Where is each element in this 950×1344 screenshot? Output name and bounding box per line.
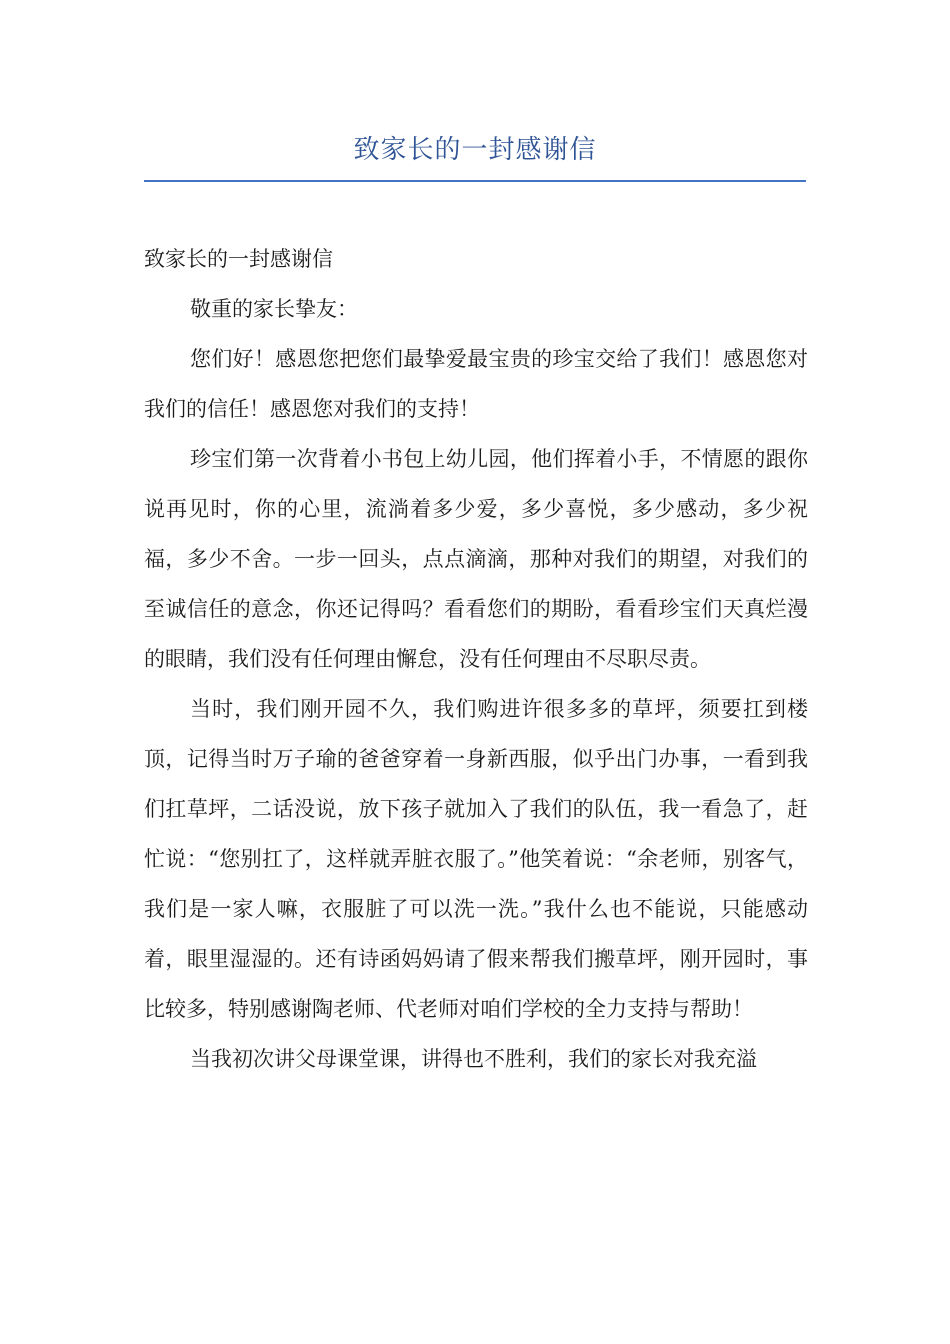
salutation: 敬重的家长挚友：: [190, 297, 358, 321]
document-title: 致家长的一封感谢信: [353, 135, 597, 165]
title-divider: [144, 180, 806, 182]
paragraph: 当时，我们刚开园不久，我们购进许很多多的草坪，须要扛到楼顶，记得当时万子瑜的爸爸穿着一身新西服，似乎出门办事，一看到我们扛草坪，二话没说，放下孩子就加入了我们的队伍，我一看急了，赶忙说：“您别扛了，这样就弄脏衣服了。”他笑着说：“余老师，别客气，我们是一家人嘛，衣服脏了可以洗一洗。”我什么也不能说，只能感动着，眼里湿湿的。还有诗函妈妈请了假来帮我们搬草坪，刚开园时，事比较多，特别感谢陶老师、代老师对咱们学校的全力支持与帮助！: [144, 697, 808, 1021]
document-body: [144, 234, 808, 1084]
paragraph: 珍宝们第一次背着小书包上幼儿园，他们挥着小手，不情愿的跟你说再见时，你的心里，流淌着多少爱，多少喜悦，多少感动，多少祝福，多少不舍。一步一回头，点点滴滴，那种对我们的期望，对我们的至诚信任的意念，你还记得吗？看看您们的期盼，看看珍宝们天真烂漫的眼睛，我们没有任何理由懈怠，没有任何理由不尽职尽责。: [144, 447, 808, 671]
paragraph: 您们好！感恩您把您们最挚爱最宝贵的珍宝交给了我们！感恩您对我们的信任！感恩您对我们的支持！: [144, 347, 808, 421]
heading-line: 致家长的一封感谢信: [144, 247, 333, 271]
paragraph: 当我初次讲父母课堂课，讲得也不胜利，我们的家长对我充溢: [190, 1047, 757, 1071]
